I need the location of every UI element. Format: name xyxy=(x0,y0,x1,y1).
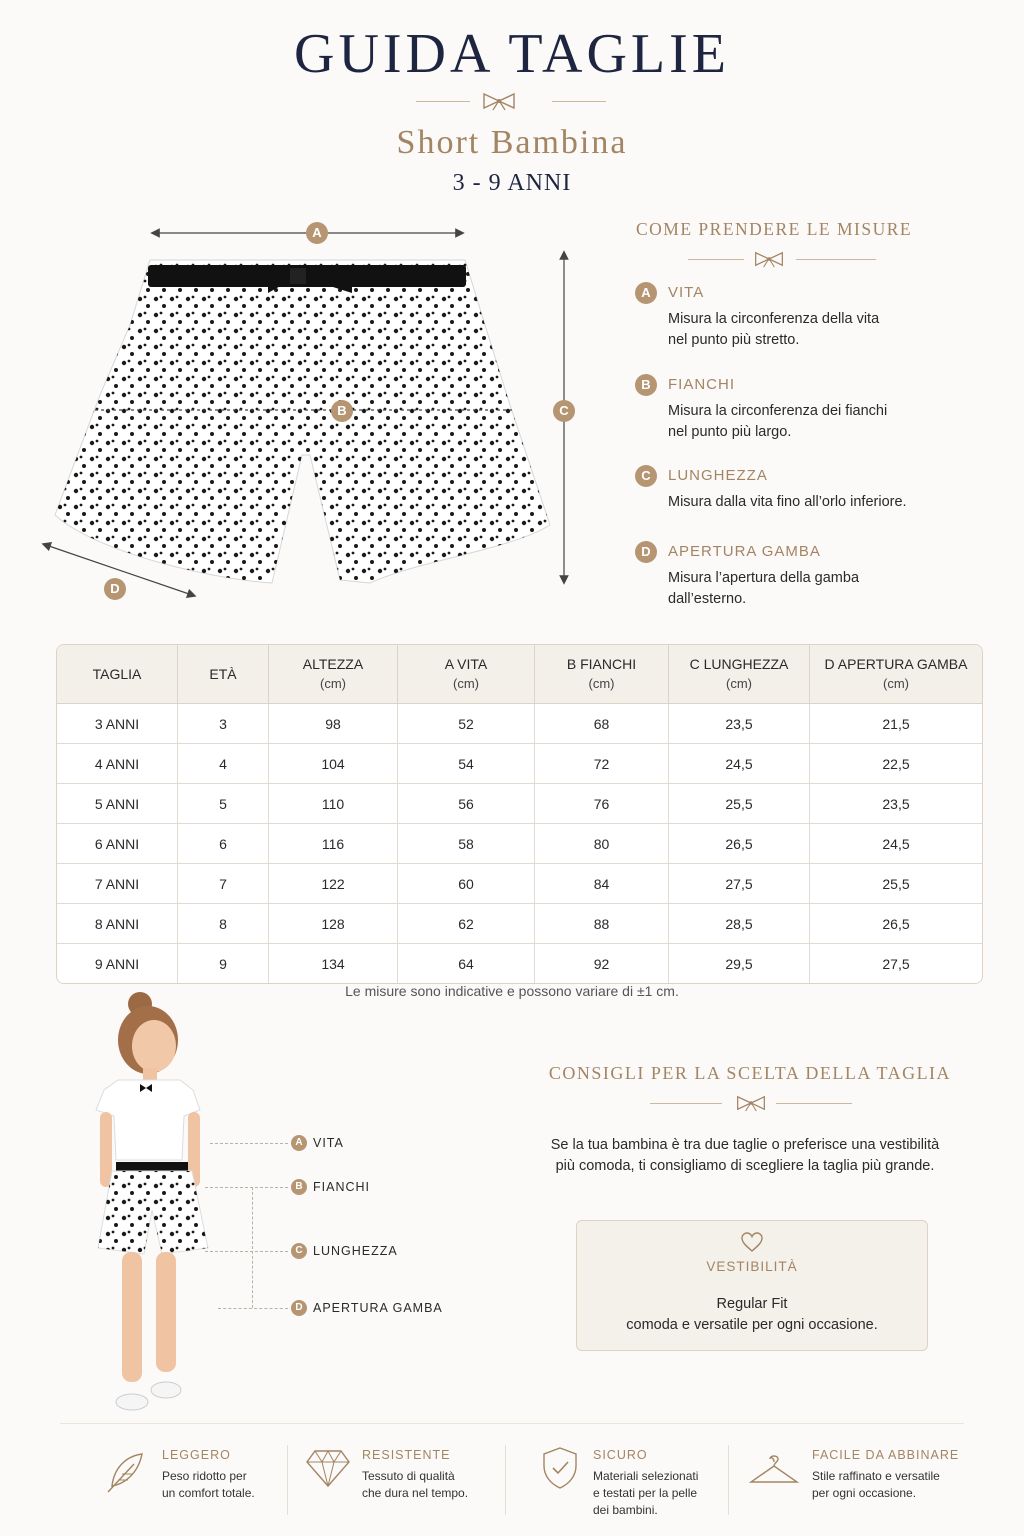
table-cell: 28,5 xyxy=(669,904,810,944)
table-cell: 3 ANNI xyxy=(57,704,178,744)
table-header-row xyxy=(57,645,982,704)
measure-label-lunghezza: LUNGHEZZA xyxy=(668,467,768,484)
table-body xyxy=(57,704,982,983)
callout-line xyxy=(205,1251,288,1252)
table-cell: 24,5 xyxy=(669,744,810,784)
table-cell: 88 xyxy=(535,904,669,944)
footer-divider xyxy=(60,1423,964,1424)
measure-badge-d: D xyxy=(635,541,657,563)
column-unit: (cm) xyxy=(588,676,615,691)
table-cell: 6 ANNI xyxy=(57,824,178,864)
feature-desc-leggero xyxy=(162,1468,312,1502)
measure-desc-line: Misura l’apertura della gamba xyxy=(668,570,860,586)
table-cell: 80 xyxy=(535,824,669,864)
feature-title-leggero: LEGGERO xyxy=(162,1448,231,1462)
callout-badge-a: A xyxy=(291,1135,307,1151)
table-cell: 104 xyxy=(269,744,398,784)
measure-badge-b: B xyxy=(635,374,657,396)
bow-icon xyxy=(753,250,785,268)
measure-desc-vita xyxy=(668,309,968,351)
table-cell: 27,5 xyxy=(669,864,810,904)
table-cell: 9 ANNI xyxy=(57,944,178,983)
column-unit: (cm) xyxy=(726,676,752,691)
measure-desc-line: nel punto più largo. xyxy=(668,424,792,440)
table-cell: 25,5 xyxy=(810,864,982,904)
table-cell: 7 ANNI xyxy=(57,864,178,904)
feature-line: un comfort totale. xyxy=(162,1486,255,1500)
fit-type: Regular Fit xyxy=(716,1296,788,1312)
divider xyxy=(650,1103,722,1104)
callout-badge-d: D xyxy=(291,1300,307,1316)
table-cell: 68 xyxy=(535,704,669,744)
callout-label-fianchi: FIANCHI xyxy=(313,1180,370,1194)
table-cell: 76 xyxy=(535,784,669,824)
column-header xyxy=(57,645,178,704)
feature-line: Stile raffinato e versatile xyxy=(812,1469,940,1483)
column-header xyxy=(178,645,269,704)
feature-title-facile-da-abbinare: FACILE DA ABBINARE xyxy=(812,1448,960,1462)
measure-label-fianchi: FIANCHI xyxy=(668,376,735,393)
feature-title-sicuro: SICURO xyxy=(593,1448,648,1462)
table-cell: 110 xyxy=(269,784,398,824)
measure-desc-lunghezza xyxy=(668,492,968,513)
table-cell: 24,5 xyxy=(810,824,982,864)
diamond-icon xyxy=(305,1448,351,1488)
column-header xyxy=(398,645,535,704)
feature-desc-resistente xyxy=(362,1468,512,1502)
column-unit: (cm) xyxy=(883,676,909,691)
table-cell: 23,5 xyxy=(810,784,982,824)
diagram-label-b: B xyxy=(331,400,353,422)
table-row xyxy=(57,944,982,983)
callout-line xyxy=(218,1308,288,1309)
measure-desc-line: nel punto più stretto. xyxy=(668,332,800,348)
column-header xyxy=(269,645,398,704)
feather-icon xyxy=(104,1450,148,1494)
table-cell: 8 xyxy=(178,904,269,944)
girl-illustration xyxy=(88,990,223,1422)
feature-desc-sicuro xyxy=(593,1468,743,1519)
feature-line: dei bambini. xyxy=(593,1503,658,1517)
callout-badge-b: B xyxy=(291,1179,307,1195)
table-cell: 72 xyxy=(535,744,669,784)
table-cell: 8 ANNI xyxy=(57,904,178,944)
fit-card xyxy=(576,1220,928,1351)
table-cell: 4 ANNI xyxy=(57,744,178,784)
table-note: Le misure sono indicative e possono variare di ±1 cm. xyxy=(345,983,679,999)
measure-desc-line: Misura dalla vita fino all’orlo inferiore. xyxy=(668,494,907,510)
table-cell: 22,5 xyxy=(810,744,982,784)
table-cell: 29,5 xyxy=(669,944,810,983)
table-cell: 5 ANNI xyxy=(57,784,178,824)
table-cell: 26,5 xyxy=(669,824,810,864)
table-cell: 62 xyxy=(398,904,535,944)
table-row xyxy=(57,864,982,904)
measure-label-apertura-gamba: APERTURA GAMBA xyxy=(668,543,821,560)
measure-guide-title: COME PRENDERE LE MISURE xyxy=(636,219,913,239)
callout-label-lunghezza: LUNGHEZZA xyxy=(313,1244,398,1258)
callout-badge-c: C xyxy=(291,1243,307,1259)
table-cell: 116 xyxy=(269,824,398,864)
feature-line: che dura nel tempo. xyxy=(362,1486,469,1500)
table-row xyxy=(57,744,982,784)
table-cell: 58 xyxy=(398,824,535,864)
feature-line: Materiali selezionati xyxy=(593,1469,699,1483)
column-name: B FIANCHI xyxy=(566,656,637,672)
column-name: C LUNGHEZZA xyxy=(689,656,789,672)
measure-desc-line: Misura la circonferenza della vita xyxy=(668,311,880,327)
feature-separator xyxy=(505,1445,506,1515)
table-cell: 56 xyxy=(398,784,535,824)
divider xyxy=(552,101,606,102)
feature-line: per ogni occasione. xyxy=(812,1486,917,1500)
table-cell: 25,5 xyxy=(669,784,810,824)
diagram-label-d: D xyxy=(104,578,126,600)
callout-line xyxy=(210,1143,288,1144)
table-row xyxy=(57,904,982,944)
table-cell: 3 xyxy=(178,704,269,744)
column-unit: (cm) xyxy=(453,676,479,691)
divider xyxy=(688,259,744,260)
tips-text xyxy=(530,1135,960,1177)
column-name: A VITA xyxy=(444,656,488,672)
column-header xyxy=(535,645,669,704)
feature-title-resistente: RESISTENTE xyxy=(362,1448,451,1462)
table-cell: 27,5 xyxy=(810,944,982,983)
bow-icon xyxy=(481,91,517,111)
table-cell: 5 xyxy=(178,784,269,824)
heart-icon xyxy=(740,1231,764,1253)
feature-line: e testati per la pelle xyxy=(593,1486,698,1500)
divider xyxy=(796,259,876,260)
table-cell: 128 xyxy=(269,904,398,944)
length-guide-line xyxy=(252,1187,253,1308)
table-row xyxy=(57,784,982,824)
tips-line: più comoda, ti consigliamo di scegliere la taglia più grande. xyxy=(555,1158,935,1174)
shield-check-icon xyxy=(540,1446,580,1490)
table-cell: 4 xyxy=(178,744,269,784)
table-cell: 6 xyxy=(178,824,269,864)
tips-title: CONSIGLI PER LA SCELTA DELLA TAGLIA xyxy=(548,1063,952,1083)
measure-desc-line: Misura la circonferenza dei fianchi xyxy=(668,403,888,419)
table-cell: 26,5 xyxy=(810,904,982,944)
age-range: 3 - 9 ANNI xyxy=(452,170,572,196)
column-name: ALTEZZA xyxy=(302,656,364,672)
measure-label-vita: VITA xyxy=(668,284,705,301)
measure-badge-c: C xyxy=(635,465,657,487)
table-cell: 54 xyxy=(398,744,535,784)
page-title: GUIDA TAGLIE xyxy=(294,23,730,85)
column-header xyxy=(669,645,810,704)
feature-separator xyxy=(287,1445,288,1515)
table-cell: 92 xyxy=(535,944,669,983)
page-subtitle: Short Bambina xyxy=(396,124,628,161)
hanger-icon xyxy=(748,1450,800,1490)
measure-desc-apertura-gamba xyxy=(668,568,968,610)
table-cell: 122 xyxy=(269,864,398,904)
column-name: D APERTURA GAMBA xyxy=(824,656,968,672)
table-cell: 23,5 xyxy=(669,704,810,744)
size-table xyxy=(56,644,983,984)
column-name: TAGLIA xyxy=(92,666,142,682)
feature-separator xyxy=(728,1445,729,1515)
table-cell: 98 xyxy=(269,704,398,744)
fit-title: VESTIBILITÀ xyxy=(706,1259,798,1274)
column-header xyxy=(810,645,982,704)
table-cell: 60 xyxy=(398,864,535,904)
bow-icon xyxy=(735,1094,767,1112)
table-cell: 84 xyxy=(535,864,669,904)
diagram-label-a: A xyxy=(306,222,328,244)
divider xyxy=(416,101,470,102)
measure-desc-line: dall’esterno. xyxy=(668,591,747,607)
table-cell: 9 xyxy=(178,944,269,983)
column-unit: (cm) xyxy=(320,676,346,691)
callout-line xyxy=(205,1187,288,1188)
feature-desc-facile-da-abbinare xyxy=(812,1468,962,1502)
divider xyxy=(776,1103,852,1104)
fit-description: comoda e versatile per ogni occasione. xyxy=(626,1317,878,1333)
table-row xyxy=(57,704,982,744)
table-cell: 7 xyxy=(178,864,269,904)
shorts-diagram xyxy=(40,215,600,605)
column-name: ETÀ xyxy=(209,666,237,682)
measure-badge-a: A xyxy=(635,282,657,304)
table-cell: 21,5 xyxy=(810,704,982,744)
callout-label-vita: VITA xyxy=(313,1136,344,1150)
table-cell: 64 xyxy=(398,944,535,983)
feature-line: Peso ridotto per xyxy=(162,1469,247,1483)
table-cell: 52 xyxy=(398,704,535,744)
feature-line: Tessuto di qualità xyxy=(362,1469,455,1483)
table-cell: 134 xyxy=(269,944,398,983)
diagram-label-c: C xyxy=(553,400,575,422)
tips-line: Se la tua bambina è tra due taglie o preferisce una vestibilità xyxy=(550,1137,940,1153)
measure-desc-fianchi xyxy=(668,401,968,443)
callout-label-apertura-gamba: APERTURA GAMBA xyxy=(313,1301,443,1315)
table-row xyxy=(57,824,982,864)
